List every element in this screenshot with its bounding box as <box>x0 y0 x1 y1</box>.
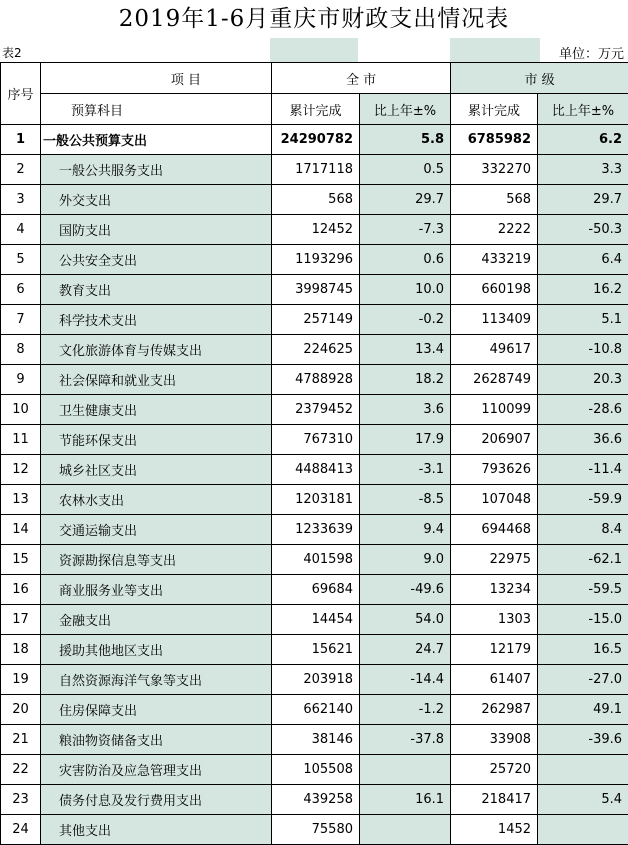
row-cum-all: 662140 <box>272 695 360 725</box>
row-cum-all: 1203181 <box>272 485 360 515</box>
row-yoy-all: 0.5 <box>360 155 451 185</box>
table-row <box>1 605 628 635</box>
row-subject: 社会保障和就业支出 <box>41 365 272 395</box>
row-seq: 13 <box>1 485 41 515</box>
row-yoy-level: 5.4 <box>538 785 628 815</box>
row-subject: 援助其他地区支出 <box>41 635 272 665</box>
row-seq: 24 <box>1 815 41 845</box>
header-seq: 序号 <box>1 63 41 125</box>
row-subject: 农林水支出 <box>41 485 272 515</box>
row-cum-all: 12452 <box>272 215 360 245</box>
row-yoy-all: 9.4 <box>360 515 451 545</box>
row-seq: 15 <box>1 545 41 575</box>
row-subject: 其他支出 <box>41 815 272 845</box>
row-seq: 21 <box>1 725 41 755</box>
row-cum-all: 224625 <box>272 335 360 365</box>
table-row <box>1 275 628 305</box>
row-subject: 教育支出 <box>41 275 272 305</box>
row-subject: 节能环保支出 <box>41 425 272 455</box>
row-subject: 国防支出 <box>41 215 272 245</box>
row-cum-level: 12179 <box>451 635 538 665</box>
row-seq: 17 <box>1 605 41 635</box>
row-cum-all: 69684 <box>272 575 360 605</box>
row-subject: 城乡社区支出 <box>41 455 272 485</box>
row-cum-all: 4788928 <box>272 365 360 395</box>
row-yoy-all: -49.6 <box>360 575 451 605</box>
row-yoy-all: -14.4 <box>360 665 451 695</box>
row-subject: 资源勘探信息等支出 <box>41 545 272 575</box>
row-cum-all: 15621 <box>272 635 360 665</box>
row-cum-level: 660198 <box>451 275 538 305</box>
table-row <box>1 335 628 365</box>
row-subject: 外交支出 <box>41 185 272 215</box>
row-cum-level: 332270 <box>451 155 538 185</box>
row-seq: 1 <box>1 125 41 155</box>
row-cum-all: 4488413 <box>272 455 360 485</box>
row-yoy-all: 3.6 <box>360 395 451 425</box>
row-seq: 20 <box>1 695 41 725</box>
row-yoy-all <box>360 815 451 845</box>
row-cum-level: 262987 <box>451 695 538 725</box>
row-subject: 灾害防治及应急管理支出 <box>41 755 272 785</box>
row-yoy-level: 8.4 <box>538 515 628 545</box>
table-row <box>1 245 628 275</box>
table-row <box>1 785 628 815</box>
row-seq: 19 <box>1 665 41 695</box>
table-row <box>1 455 628 485</box>
row-yoy-all: 5.8 <box>360 125 451 155</box>
row-subject: 金融支出 <box>41 605 272 635</box>
row-yoy-level: 3.3 <box>538 155 628 185</box>
row-yoy-all: 17.9 <box>360 425 451 455</box>
row-cum-level: 22975 <box>451 545 538 575</box>
row-yoy-level: -15.0 <box>538 605 628 635</box>
header-cum-all: 累计完成 <box>272 94 360 125</box>
row-cum-all: 439258 <box>272 785 360 815</box>
header-yoy-all: 比上年±% <box>360 94 451 125</box>
row-yoy-all: 18.2 <box>360 365 451 395</box>
row-cum-level: 33908 <box>451 725 538 755</box>
header-shade-level <box>450 38 540 62</box>
row-yoy-all: 24.7 <box>360 635 451 665</box>
row-seq: 7 <box>1 305 41 335</box>
row-subject: 债务付息及发行费用支出 <box>41 785 272 815</box>
table-row <box>1 425 628 455</box>
row-cum-level: 1303 <box>451 605 538 635</box>
row-cum-all: 1717118 <box>272 155 360 185</box>
row-yoy-level: 49.1 <box>538 695 628 725</box>
row-cum-level: 218417 <box>451 785 538 815</box>
row-yoy-level: -50.3 <box>538 215 628 245</box>
row-seq: 16 <box>1 575 41 605</box>
row-cum-level: 694468 <box>451 515 538 545</box>
row-yoy-level: -27.0 <box>538 665 628 695</box>
row-yoy-all: 54.0 <box>360 605 451 635</box>
row-cum-level: 49617 <box>451 335 538 365</box>
header-shade-city <box>270 38 358 62</box>
row-yoy-all: -3.1 <box>360 455 451 485</box>
row-subject: 文化旅游体育与传媒支出 <box>41 335 272 365</box>
table-row <box>1 215 628 245</box>
row-yoy-all: -37.8 <box>360 725 451 755</box>
row-yoy-level <box>538 815 628 845</box>
row-cum-level: 13234 <box>451 575 538 605</box>
row-yoy-level: 6.2 <box>538 125 628 155</box>
row-subject: 住房保障支出 <box>41 695 272 725</box>
row-yoy-level: 29.7 <box>538 185 628 215</box>
row-seq: 5 <box>1 245 41 275</box>
header-city-level: 市 级 <box>451 63 628 94</box>
row-yoy-level: -59.5 <box>538 575 628 605</box>
table-row <box>1 155 628 185</box>
row-subject: 一般公共服务支出 <box>41 155 272 185</box>
table-row <box>1 695 628 725</box>
sub-header-bar <box>0 38 628 62</box>
table-row <box>1 575 628 605</box>
row-seq: 14 <box>1 515 41 545</box>
table-row <box>1 125 628 155</box>
row-cum-all: 3998745 <box>272 275 360 305</box>
row-cum-level: 206907 <box>451 425 538 455</box>
row-seq: 3 <box>1 185 41 215</box>
table-row <box>1 725 628 755</box>
row-cum-all: 1193296 <box>272 245 360 275</box>
row-yoy-all <box>360 755 451 785</box>
header-item: 项 目 <box>41 63 272 94</box>
row-subject: 科学技术支出 <box>41 305 272 335</box>
row-cum-all: 257149 <box>272 305 360 335</box>
row-yoy-level: 6.4 <box>538 245 628 275</box>
row-cum-level: 25720 <box>451 755 538 785</box>
row-yoy-level: 20.3 <box>538 365 628 395</box>
row-yoy-level: -62.1 <box>538 545 628 575</box>
row-cum-all: 401598 <box>272 545 360 575</box>
row-yoy-all: 16.1 <box>360 785 451 815</box>
row-cum-all: 24290782 <box>272 125 360 155</box>
row-yoy-all: 29.7 <box>360 185 451 215</box>
row-subject: 自然资源海洋气象等支出 <box>41 665 272 695</box>
row-cum-all: 2379452 <box>272 395 360 425</box>
row-cum-level: 107048 <box>451 485 538 515</box>
row-seq: 18 <box>1 635 41 665</box>
row-cum-level: 61407 <box>451 665 538 695</box>
table-row <box>1 395 628 425</box>
row-subject: 公共安全支出 <box>41 245 272 275</box>
row-yoy-level: -28.6 <box>538 395 628 425</box>
table-row <box>1 755 628 785</box>
row-yoy-level: -59.9 <box>538 485 628 515</box>
table-row <box>1 545 628 575</box>
row-cum-all: 568 <box>272 185 360 215</box>
row-cum-level: 433219 <box>451 245 538 275</box>
row-cum-all: 38146 <box>272 725 360 755</box>
row-subject: 商业服务业等支出 <box>41 575 272 605</box>
table-row <box>1 665 628 695</box>
table-row <box>1 365 628 395</box>
row-seq: 23 <box>1 785 41 815</box>
row-yoy-all: -8.5 <box>360 485 451 515</box>
row-yoy-level: 5.1 <box>538 305 628 335</box>
row-seq: 2 <box>1 155 41 185</box>
row-cum-level: 113409 <box>451 305 538 335</box>
row-seq: 8 <box>1 335 41 365</box>
unit-label: 单位：万元 <box>559 43 624 62</box>
header-subject: 预算科目 <box>41 94 272 125</box>
row-yoy-level: -11.4 <box>538 455 628 485</box>
row-cum-all: 203918 <box>272 665 360 695</box>
row-yoy-level: 36.6 <box>538 425 628 455</box>
row-cum-all: 767310 <box>272 425 360 455</box>
header-city-all: 全 市 <box>272 63 451 94</box>
row-yoy-level <box>538 755 628 785</box>
row-cum-all: 75580 <box>272 815 360 845</box>
table-row <box>1 635 628 665</box>
page-title: 2019年1-6月重庆市财政支出情况表 <box>0 0 628 38</box>
table-row <box>1 485 628 515</box>
row-yoy-level: 16.2 <box>538 275 628 305</box>
row-seq: 22 <box>1 755 41 785</box>
table-row <box>1 515 628 545</box>
row-cum-all: 105508 <box>272 755 360 785</box>
row-yoy-all: -7.3 <box>360 215 451 245</box>
row-cum-all: 1233639 <box>272 515 360 545</box>
row-cum-level: 2628749 <box>451 365 538 395</box>
row-yoy-level: 16.5 <box>538 635 628 665</box>
row-cum-level: 110099 <box>451 395 538 425</box>
row-yoy-level: -10.8 <box>538 335 628 365</box>
row-subject: 一般公共预算支出 <box>41 125 272 155</box>
table-row <box>1 815 628 845</box>
header-yoy-level: 比上年±% <box>538 94 628 125</box>
row-cum-all: 14454 <box>272 605 360 635</box>
row-yoy-all: 0.6 <box>360 245 451 275</box>
row-yoy-all: -0.2 <box>360 305 451 335</box>
row-yoy-all: 10.0 <box>360 275 451 305</box>
row-subject: 交通运输支出 <box>41 515 272 545</box>
row-yoy-all: -1.2 <box>360 695 451 725</box>
row-yoy-all: 9.0 <box>360 545 451 575</box>
row-seq: 11 <box>1 425 41 455</box>
row-subject: 粮油物资储备支出 <box>41 725 272 755</box>
row-subject: 卫生健康支出 <box>41 395 272 425</box>
row-seq: 6 <box>1 275 41 305</box>
row-cum-level: 2222 <box>451 215 538 245</box>
row-cum-level: 1452 <box>451 815 538 845</box>
row-yoy-level: -39.6 <box>538 725 628 755</box>
row-yoy-all: 13.4 <box>360 335 451 365</box>
row-cum-level: 6785982 <box>451 125 538 155</box>
row-seq: 4 <box>1 215 41 245</box>
table-tag: 表2 <box>2 44 22 61</box>
row-seq: 12 <box>1 455 41 485</box>
expenditure-table <box>0 62 628 845</box>
row-seq: 10 <box>1 395 41 425</box>
row-cum-level: 793626 <box>451 455 538 485</box>
row-cum-level: 568 <box>451 185 538 215</box>
table-row <box>1 185 628 215</box>
header-cum-level: 累计完成 <box>451 94 538 125</box>
table-row <box>1 305 628 335</box>
row-seq: 9 <box>1 365 41 395</box>
